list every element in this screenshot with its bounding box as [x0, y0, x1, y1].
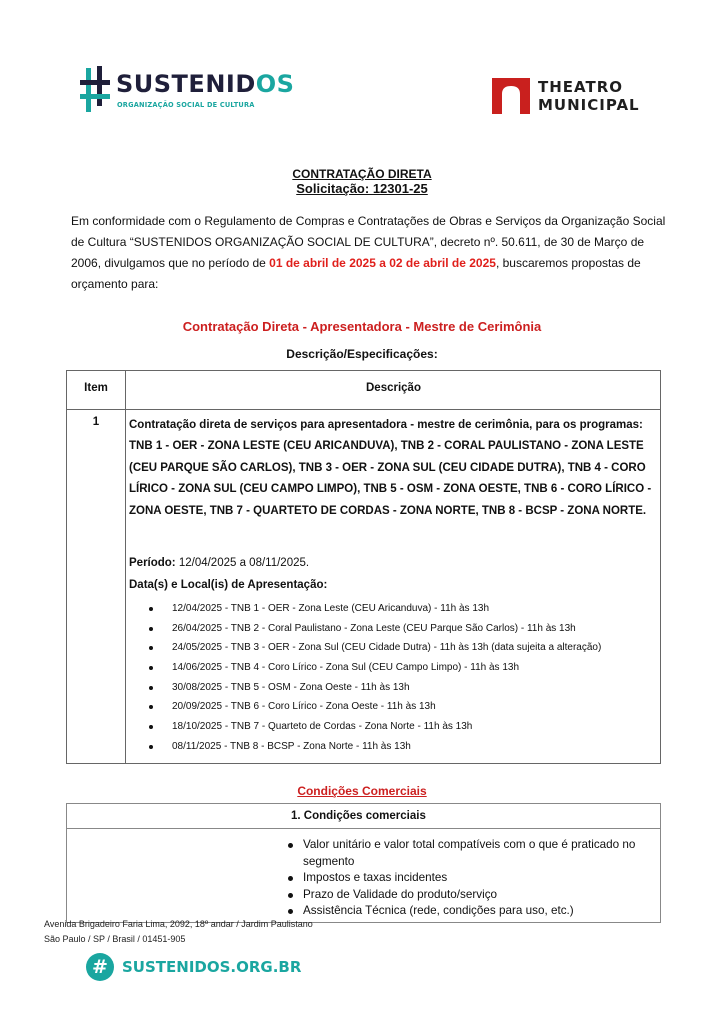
description-title: Descrição/Especificações:	[286, 347, 438, 361]
sustenidos-brand: SUSTENIDOS	[116, 70, 295, 98]
conditions-header-divider	[67, 828, 660, 829]
dates-list	[129, 599, 659, 757]
footer-logo	[86, 953, 302, 983]
intro-paragraph: Em conformidade com o Regulamento de Compras e Contratações de Obras e Serviços da Organização Social de Cultura “SUSTENIDOS ORGANIZAÇÃO SOCIAL DE CULTURA”, decreto nº. 50.611, de 30 de Março de 2006, divulgamos que no período de 01 de abril de 2025 a 02 de abril de 2025, buscaremos propostas de orçamento para:	[71, 214, 666, 291]
column-header-description: Descrição	[366, 382, 421, 394]
document-title: CONTRATAÇÃO DIRETA	[292, 167, 432, 181]
dates-title: Data(s) e Local(is) de Apresentação:	[129, 579, 328, 591]
column-divider	[125, 371, 126, 763]
conditions-title: Condições Comerciais	[297, 784, 427, 798]
list-item: Assistência Técnica (rede, condições para uso, etc.)	[287, 903, 657, 920]
request-number: Solicitação: 12301-25	[296, 181, 428, 196]
period-highlight: 01 de abril de 2025 a 02 de abril de 2025	[269, 256, 496, 270]
item-period: Período: 12/04/2025 a 08/11/2025.	[129, 557, 310, 569]
footer-website: SUSTENIDOS.ORG.BR	[122, 958, 302, 976]
list-item: Prazo de Validade do produto/serviço	[287, 887, 657, 904]
header-divider	[67, 409, 660, 410]
list-item: Valor unitário e valor total compatíveis com o que é praticado no segmento	[287, 837, 657, 870]
hash-logo-icon	[80, 66, 110, 114]
sustenidos-logo	[80, 66, 295, 120]
theatro-arch-icon	[490, 74, 532, 116]
footer-address-line1: Avenida Brigadeiro Faria Lima, 2092, 18º andar / Jardim Paulistano	[44, 919, 313, 929]
conditions-list	[287, 837, 657, 920]
sustenidos-circle-icon: #	[86, 953, 114, 981]
list-item: 24/05/2025 - TNB 3 - OER - Zona Sul (CEU Cidade Dutra) - 11h às 13h (data sujeita a alteração)	[129, 638, 659, 658]
specification-table	[66, 370, 661, 764]
list-item: 18/10/2025 - TNB 7 - Quarteto de Cordas - Zona Norte - 11h às 13h	[129, 717, 659, 737]
footer-address-line2: São Paulo / SP / Brasil / 01451-905	[44, 934, 186, 944]
theatro-line2: MUNICIPAL	[538, 96, 640, 114]
list-item: 26/04/2025 - TNB 2 - Coral Paulistano - Zona Leste (CEU Parque São Carlos) - 11h às 13h	[129, 619, 659, 639]
list-item: 12/04/2025 - TNB 1 - OER - Zona Leste (CEU Aricanduva) - 11h às 13h	[129, 599, 659, 619]
conditions-table	[66, 803, 661, 923]
list-item: 08/11/2025 - TNB 8 - BCSP - Zona Norte - 11h às 13h	[129, 737, 659, 757]
list-item: 14/06/2025 - TNB 4 - Coro Lírico - Zona Sul (CEU Campo Limpo) - 11h às 13h	[129, 658, 659, 678]
list-item: Impostos e taxas incidentes	[287, 870, 657, 887]
conditions-heading: 1. Condições comerciais	[291, 810, 426, 822]
list-item: 30/08/2025 - TNB 5 - OSM - Zona Oeste - 11h às 13h	[129, 678, 659, 698]
theatro-line1: THEATRO	[538, 78, 624, 96]
list-item: 20/09/2025 - TNB 6 - Coro Lírico - Zona Oeste - 11h às 13h	[129, 697, 659, 717]
column-header-item: Item	[84, 382, 108, 394]
section-title: Contratação Direta - Apresentadora - Mestre de Cerimônia	[182, 319, 542, 334]
sustenidos-subtitle: ORGANIZAÇÃO SOCIAL DE CULTURA	[117, 101, 255, 109]
item-number: 1	[92, 416, 100, 428]
item-description: Contratação direta de serviços para apresentadora - mestre de cerimônia, para os programas: TNB 1 - OER - ZONA LESTE (CEU ARICANDUVA), TNB 2 - CORAL PAULISTANO - ZONA LESTE (CEU PARQUE SÃO CARLOS), TNB 3 - OER - ZONA SUL (CEU CIDADE DUTRA), TNB 4 - CORO LÍRICO - ZONA SUL (CEU CAMPO LIMPO), TNB 5 - OSM - ZONA OESTE, TNB 6 - CORO LÍRICO - ZONA OESTE, TNB 7 - QUARTETO DE CORDAS - ZONA NORTE, TNB 8 - BCSP - ZONA NORTE.	[129, 419, 652, 517]
theatro-municipal-logo	[490, 74, 660, 118]
